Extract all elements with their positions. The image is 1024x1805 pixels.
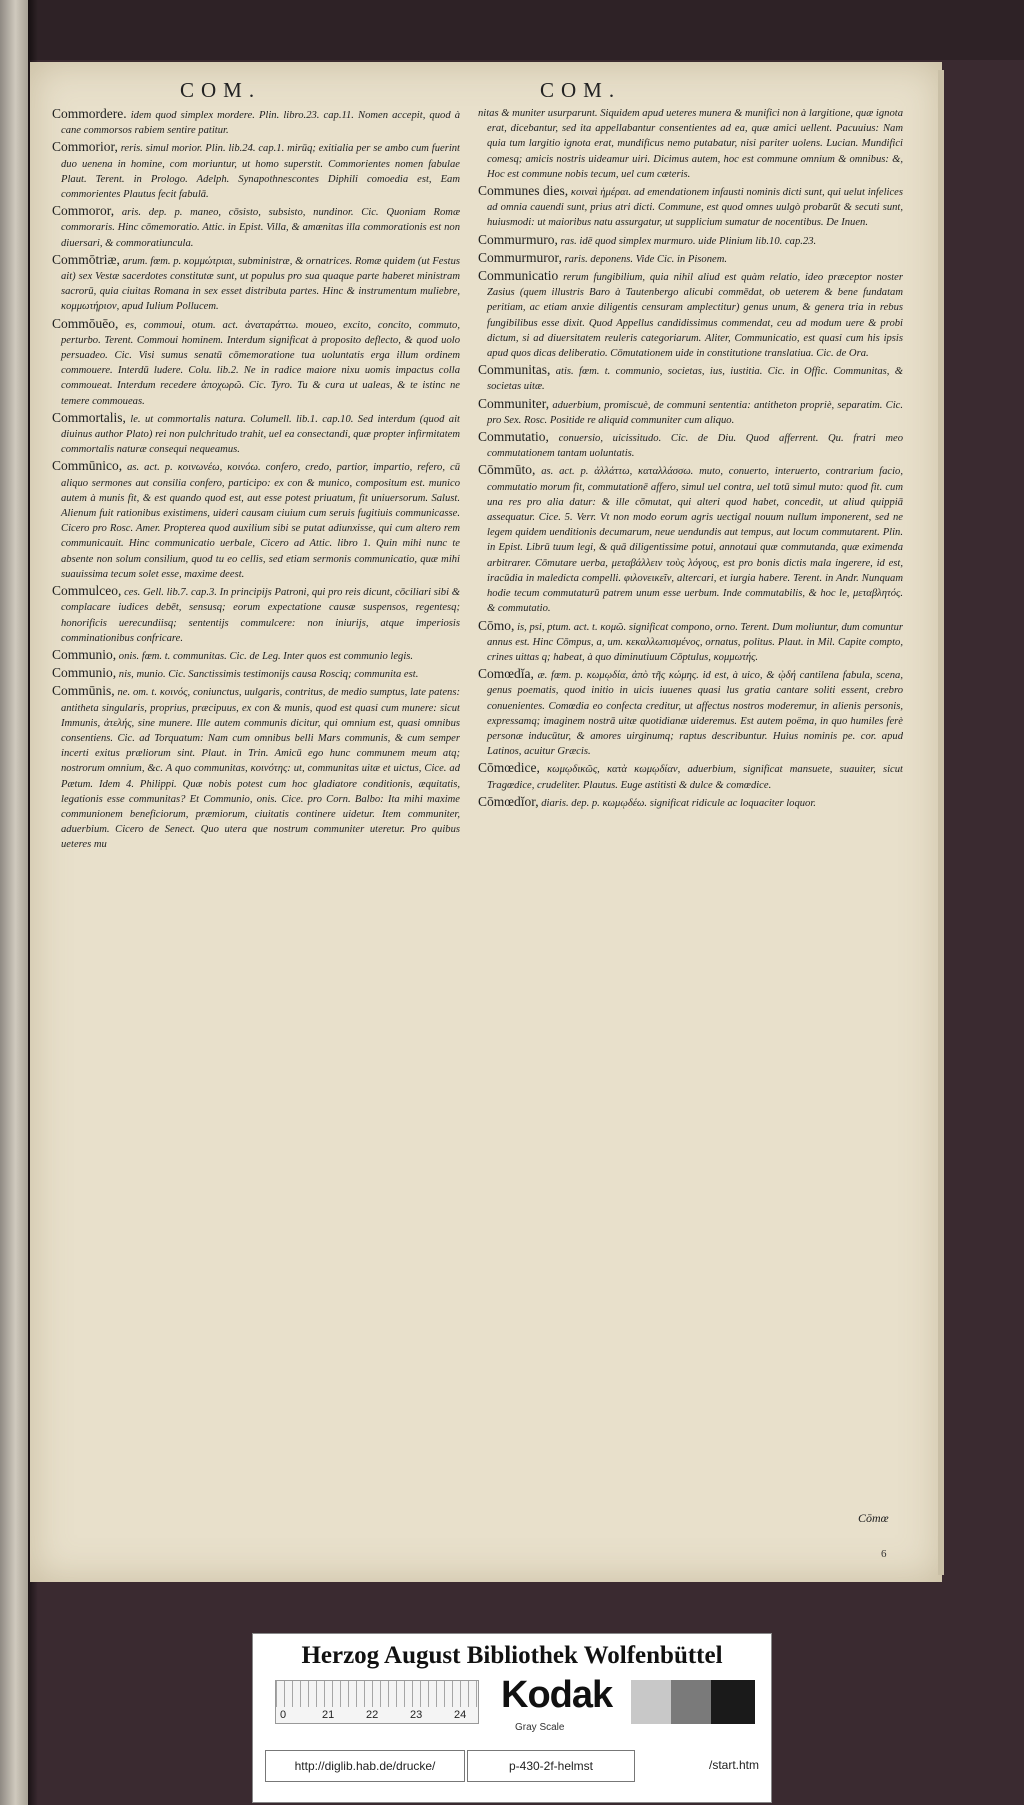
ruler-number: 24 — [454, 1709, 467, 1721]
dictionary-entry — [52, 665, 460, 682]
entry-text: nitas & muniter usurparunt. Siquidem apud ueteres munera & munifici non à largitione, quæ ignota erat, dicebantur, sed ita appellabantur consentientes ad ea, quæ amici uellent. Pacuuius: Nam quia tum largitio ignota erat, mundificus nemo putabatur, nisi pariter uolens. Lucian. Mundifici comesq; amicis nostris uideamur uiri. Dicimus autem, hoc est commune omnium & omnibus: &, Hoc est commune nobis tecum, uel cum cæteris. — [478, 108, 903, 180]
dictionary-entry — [478, 362, 903, 394]
entry-text: reris. simul morior. Plin. lib.24. cap.1. mirūq; exitialia per se ambo cum fuerint duo uenena in homine, com moriuntur, ut homo superstit. Commorientes nomen fabulae Plaut. Terent. in Prologo. Adelph. Synapothnescontes Diphili comoedia est, Eam commorientes Plautus fecit fabulā. — [61, 143, 460, 201]
scanner-background — [0, 0, 1024, 60]
entry-text: es, commoui, otum. act. ἀναταράττω. moueo, excito, concito, commuto, perturbo. Terent. Commoui hominem. Interdum significat à proposito deflecto, & quod uolo persuadeo. Cic. Visi sumus senatū cōmemoratione tua uoluntatis erga illum ordinem commouere. Interdū ludere. Colu. lib.2. Ne in radice maiore nixu uomis impactus colla commoueat. Interdum recedere ἀποχωρῶ. Cic. Tyro. Tu & cura ut ualeas, & te istinc ne temere commoueas. — [61, 319, 460, 407]
dictionary-entry — [52, 252, 460, 315]
headword: Communicatio — [478, 268, 559, 284]
entry-text: onis. fœm. t. communitas. Cic. de Leg. Inter quos est communio legis. — [118, 650, 414, 662]
ruler-number: 23 — [410, 1709, 423, 1721]
dictionary-entry — [478, 106, 903, 182]
gray-swatch-dark — [711, 1680, 755, 1724]
dictionary-entry — [478, 250, 903, 267]
entry-text: conuersio, uicissitudo. Cic. de Diu. Quod afferrent. Qu. fratri meo commutationem tantam uoluntatis. — [487, 433, 903, 460]
entry-text: rerum fungibilium, quia nihil aliud est quàm relatio, ideo præceptor noster Zasius (quem illustris Baro à Tautenbergo alicubi commēdat, ob ueterem & bene fundatam peritiam, ac etiam anxie diligentis censuram amplectitur) genus unum, & genera tria in rebus fungibilibus esse dixit. Quod Appellus candidissimus commendat, ceu ad modum uere & probi dictum, si ad diuersitatem reuleris categoriarum. Aliter, Communicatio, est quasi cum his ipsis apud quos dicas deliberatio. Cōmutationem uide in constitutione translatiua. Cic. de Ora. — [487, 272, 903, 360]
shelfmark: p-430-2f-helmst — [467, 1750, 635, 1782]
gray-swatch-light — [631, 1680, 671, 1724]
dictionary-entry — [478, 183, 903, 231]
entry-text: diaris. dep. p. κωμῳδέω. significat ridicule ac loquaciter loquor. — [541, 797, 816, 809]
headword: Commordere. — [52, 106, 127, 121]
dictionary-entry — [478, 462, 903, 616]
entry-text: atis. fœm. t. communio, societas, ius, iustitia. Cic. in Offic. Communitas, & societas uitæ. — [487, 366, 903, 393]
headword: Cōmmūto, — [478, 462, 536, 478]
dictionary-entry — [52, 583, 460, 646]
running-head-right: COM. — [540, 78, 622, 102]
entry-text: κοιναὶ ἡμέραι. ad emendationem infausti nominis dicti sunt, qui uelut infelices ad omnia cauendi sunt, prius atri dicti. Commune, est quod omnes uulgò probarūt & secuti sunt, huiusmodi: ut maioribus natu assurgatur, ut supplicium sumatur de nocentibus. De Inuen. — [487, 187, 903, 229]
scale-ruler — [275, 1680, 479, 1724]
headword: Commūnico, — [52, 458, 123, 474]
dictionary-entry — [52, 410, 460, 458]
headword: Communio, — [52, 646, 117, 662]
dictionary-entry — [478, 618, 903, 666]
entry-text: aduerbium, promiscuè, de communi sententia: antitheton propriè, separatim. Cic. pro Sex. Rosc. Positide re aliquid communiter cum aliquo. — [487, 399, 903, 426]
entry-text: is, psi, ptum. act. t. κομῶ. significat compono, orno. Terent. Dum moliuntur, dum comuntur annus est. Hinc Cōmpus, a, um. κεκαλλωπισμένος, ornatus, politus. Plaut. in Mil. Capite compto, crines uittas q; habeat, à quo diminutiuum Cōptulus, κομμωτής. — [487, 621, 903, 663]
headword: Commutatio, — [478, 429, 549, 445]
headword: Commōtriæ, — [52, 251, 120, 267]
dictionary-entry — [52, 316, 460, 409]
headword: Commurmuror, — [478, 249, 562, 265]
headword: Commoror, — [52, 203, 115, 219]
left-column — [52, 106, 460, 1526]
dictionary-entry — [478, 760, 903, 792]
headword: Cōmœdice, — [478, 760, 540, 776]
dictionary-entry — [52, 458, 460, 582]
dictionary-entry — [478, 232, 903, 249]
headword: Commortalis, — [52, 409, 126, 425]
dictionary-entry — [478, 794, 903, 811]
headword: Communio, — [52, 665, 117, 681]
entry-text: as. act. p. κοινωνέω, κοινόω. confero, credo, partior, impartio, refero, cū aliquo sermones aut consilia confero, participo: ex con & munico, compositum est. munico autem à munis fit, & est quando quod est, aut esse potest priuatum, fit uniuersorum. Salust. Alienum fuit rationibus existimens, uideri causam ciuium cum seruis fugitiuis communicasse. Cicero pro Rosc. Amer. Propterea quod auxilium sibi se putat adiunxisse, qui cum altero rem communicauit. Hinc communicatio uerbale, Cicero ad Attic. libro 1. Quin mihi nunc te absente non solum consilium, quod tu eo cellis, sed etiam sermonis communicatio, quæ mihi suauissima tecum solet esse, maxime deest. — [61, 462, 460, 580]
dictionary-entry — [478, 666, 903, 759]
dictionary-entry — [52, 139, 460, 202]
catchword: Cōmœ — [858, 1511, 889, 1525]
entry-text: ne. om. t. κοινός, coniunctus, uulgaris, contritus, de medio sumptus, late patens: antitheta singularis, proprius, præcipuus, ex con & munis, quod est quasi cum munere: sicut Immunis, ἀτελής, sine munere. Ille autem communis dicitur, qui omnium est, quasi omnibus consentiens. Cic. ad Torquatum: Nam cum omnibus belli Mars communis, & cum semper incerti exitus præliorum sint. Plaut. in Trin. Amicū ego hunc communem meum atq; nostrorum omnium, &c. A quo communitas, κοινότης: ut, communitas uitæ et uictus, Cice. ad Pætum. Idem 4. Philippi. Quæ nobis potest cum hoc gladiatore conditionis, æquitatis, legationis esse communitas? Et Communio, onis. Cice. pro Corn. Balbo: Ita mihi maxime communionem beneficiorum, præmiorum, ciuitatis continere uidetur. Item communiter, aduerbium. Cicero de Senect. Quo utera que nostrum communiter uteretur. Pro quibus ueteres mu — [61, 687, 460, 851]
dictionary-entry — [52, 106, 460, 138]
dictionary-entry — [52, 647, 460, 664]
ruler-number: 22 — [366, 1709, 379, 1721]
headword: Communitas, — [478, 362, 551, 378]
dictionary-entry — [478, 268, 903, 361]
start-page-link: /start.htm — [708, 1758, 759, 1772]
entry-text: as. act. p. ἀλλάττω, καταλλάσσω. muto, conuerto, interuerto, contrarium facio, commutatio morum fit, commutationē affero, simul uel contra, uel totū simul muto: quod fit. cum una res pro alia datur: & ille cōmutat, qui alteri quod habet, concedit, ut aliud quippiā assequatur. Cice. 5. Verr. Vt non modo eorum agris uectigal nouum nullum imponerent, sed ne legem quidem uenditionis decumarum, neue uendundis aut tempus, aut locum commutarent. Plin. in Epist. Librū tuum legi, & quā diligentissime potui, annotaui quæ commutanda, quæ eximenda arbitrarer. Cōmutare uerba, μεταβάλλειν τοὺς λόγους, est pro bonis dictis mala ingerere, id est, iracūdia in maledicta compelli. φιλονεικεῖν, altercari, et iurgia habere. Terent. in Andr. Nunquam hodie tecum commutaturū patrem unum esse uerbum. Inde commutabilis, & hoc le, μεταβλητός. & commutatio. — [487, 466, 903, 615]
library-title: Herzog August Bibliothek Wolfenbüttel — [301, 1642, 723, 1669]
entry-text: ces. Gell. lib.7. cap.3. In principijs Patroni, qui pro reis dicunt, cōciliari sibi & complacare iudices debēt, sensusq; eorum expectatione causæ suspensos, regentesq; honorificis uerecundiisq; sententijs commulcere: non iniurijs, atque imperiosis comminationibus confricare. — [61, 587, 460, 644]
headword: Commorior, — [52, 139, 118, 155]
dictionary-entry — [478, 429, 903, 461]
entry-text: nis, munio. Cic. Sanctissimis testimonijs causa Rosciq; communita est. — [118, 669, 419, 681]
entry-text: æ. fœm. p. κωμῳδία, ἀπὸ τῆς κώμης. id est, à uico, & ᾠδή cantilena fabula, scena, genus poematis, quod initio in uicis iuuenes quasi lus gratia cantare soliti essent, crebro conuenientes. Comœdia eo confecta creditur, ut affectus nostros moderemur, in alienis personis, expressamq; imaginem nostrā uitæ quotidianæ uideremus. Est autem poëma, in quo humiles ferè personæ inducūtur, & amores uirginumq; raptus describuntur. Huius nominis pe. cor. apud Latinos, acuitur Græcis. — [487, 670, 903, 758]
entry-text: idem quod simplex mordere. Plin. libro.23. cap.11. Nomen accepit, quod à cane commorsos rabiem sentire patitur. — [61, 110, 460, 137]
kodak-logo: Kodak — [501, 1674, 613, 1716]
signature-mark: 6 — [881, 1548, 887, 1560]
dictionary-entry — [52, 203, 460, 251]
entry-text: aris. dep. p. maneo, cōsisto, subsisto, nundinor. Cic. Quoniam Romæ commoraris. Hinc cōmemoratio. Attic. in Epist. Villa, & amœnitas illa commorationis est non diuersari, & commoratiuncula. — [61, 207, 460, 249]
ruler-number: 21 — [322, 1709, 335, 1721]
entry-text: ras. idē quod simplex murmuro. uide Plinium lib.10. cap.23. — [560, 235, 817, 247]
gray-swatch-mid — [671, 1680, 711, 1724]
right-column — [478, 106, 903, 1516]
headword: Communes dies, — [478, 183, 569, 199]
dictionary-entry — [478, 396, 903, 428]
entry-text: le. ut commortalis natura. Columell. lib.1. cap.10. Sed interdum (quod ait diuinus author Plato) rei non pulchritudo trahit, uel ea consectandi, quæ propter infirmitatem commortalis naturæ consequi nequeamus. — [61, 413, 460, 456]
entry-text: κωμῳδικῶς, κατὰ κωμῳδίαν, aduerbium, significat mansuete, suauiter, sicut Tragœdice, crudeliter. Plautus. Euge astitisti & dulce & comœdice. — [487, 764, 903, 791]
page-edge — [938, 70, 944, 1575]
headword: Cōmo, — [478, 617, 515, 633]
entry-text: raris. deponens. Vide Cic. in Pisonem. — [564, 253, 728, 265]
headword: Commulceo, — [52, 583, 122, 599]
entry-text: arum. fœm. p. κομμώτριαι, subministræ, & ornatrices. Romæ quidem (ut Festus ait) sex Vestæ sacerdotes constitutæ sunt, ut populus pro sua quaque parte haberet ministram sacrorū, quia ciuitas Romana in sex esset distributa partes. Hinc & instrumentum muliebre, κομμωτήριον, apud Iulium Pollucem. — [61, 255, 460, 313]
ruler-ticks — [276, 1681, 478, 1707]
dictionary-entry — [52, 683, 460, 852]
headword: Commūnis, — [52, 683, 115, 699]
headword: Communiter, — [478, 395, 550, 411]
library-target-card — [252, 1633, 772, 1803]
headword: Commōuēo, — [52, 315, 119, 331]
digital-library-url: http://diglib.hab.de/drucke/ — [265, 1750, 465, 1782]
running-head-left: COM. — [180, 78, 262, 102]
headword: Comœdĭa, — [478, 666, 534, 682]
headword: Commurmuro, — [478, 231, 558, 247]
headword: Cōmœdĭor, — [478, 793, 539, 809]
gray-scale-label: Gray Scale — [515, 1722, 565, 1733]
ruler-number: 0 — [280, 1709, 287, 1721]
facing-page-edge — [0, 0, 28, 1805]
